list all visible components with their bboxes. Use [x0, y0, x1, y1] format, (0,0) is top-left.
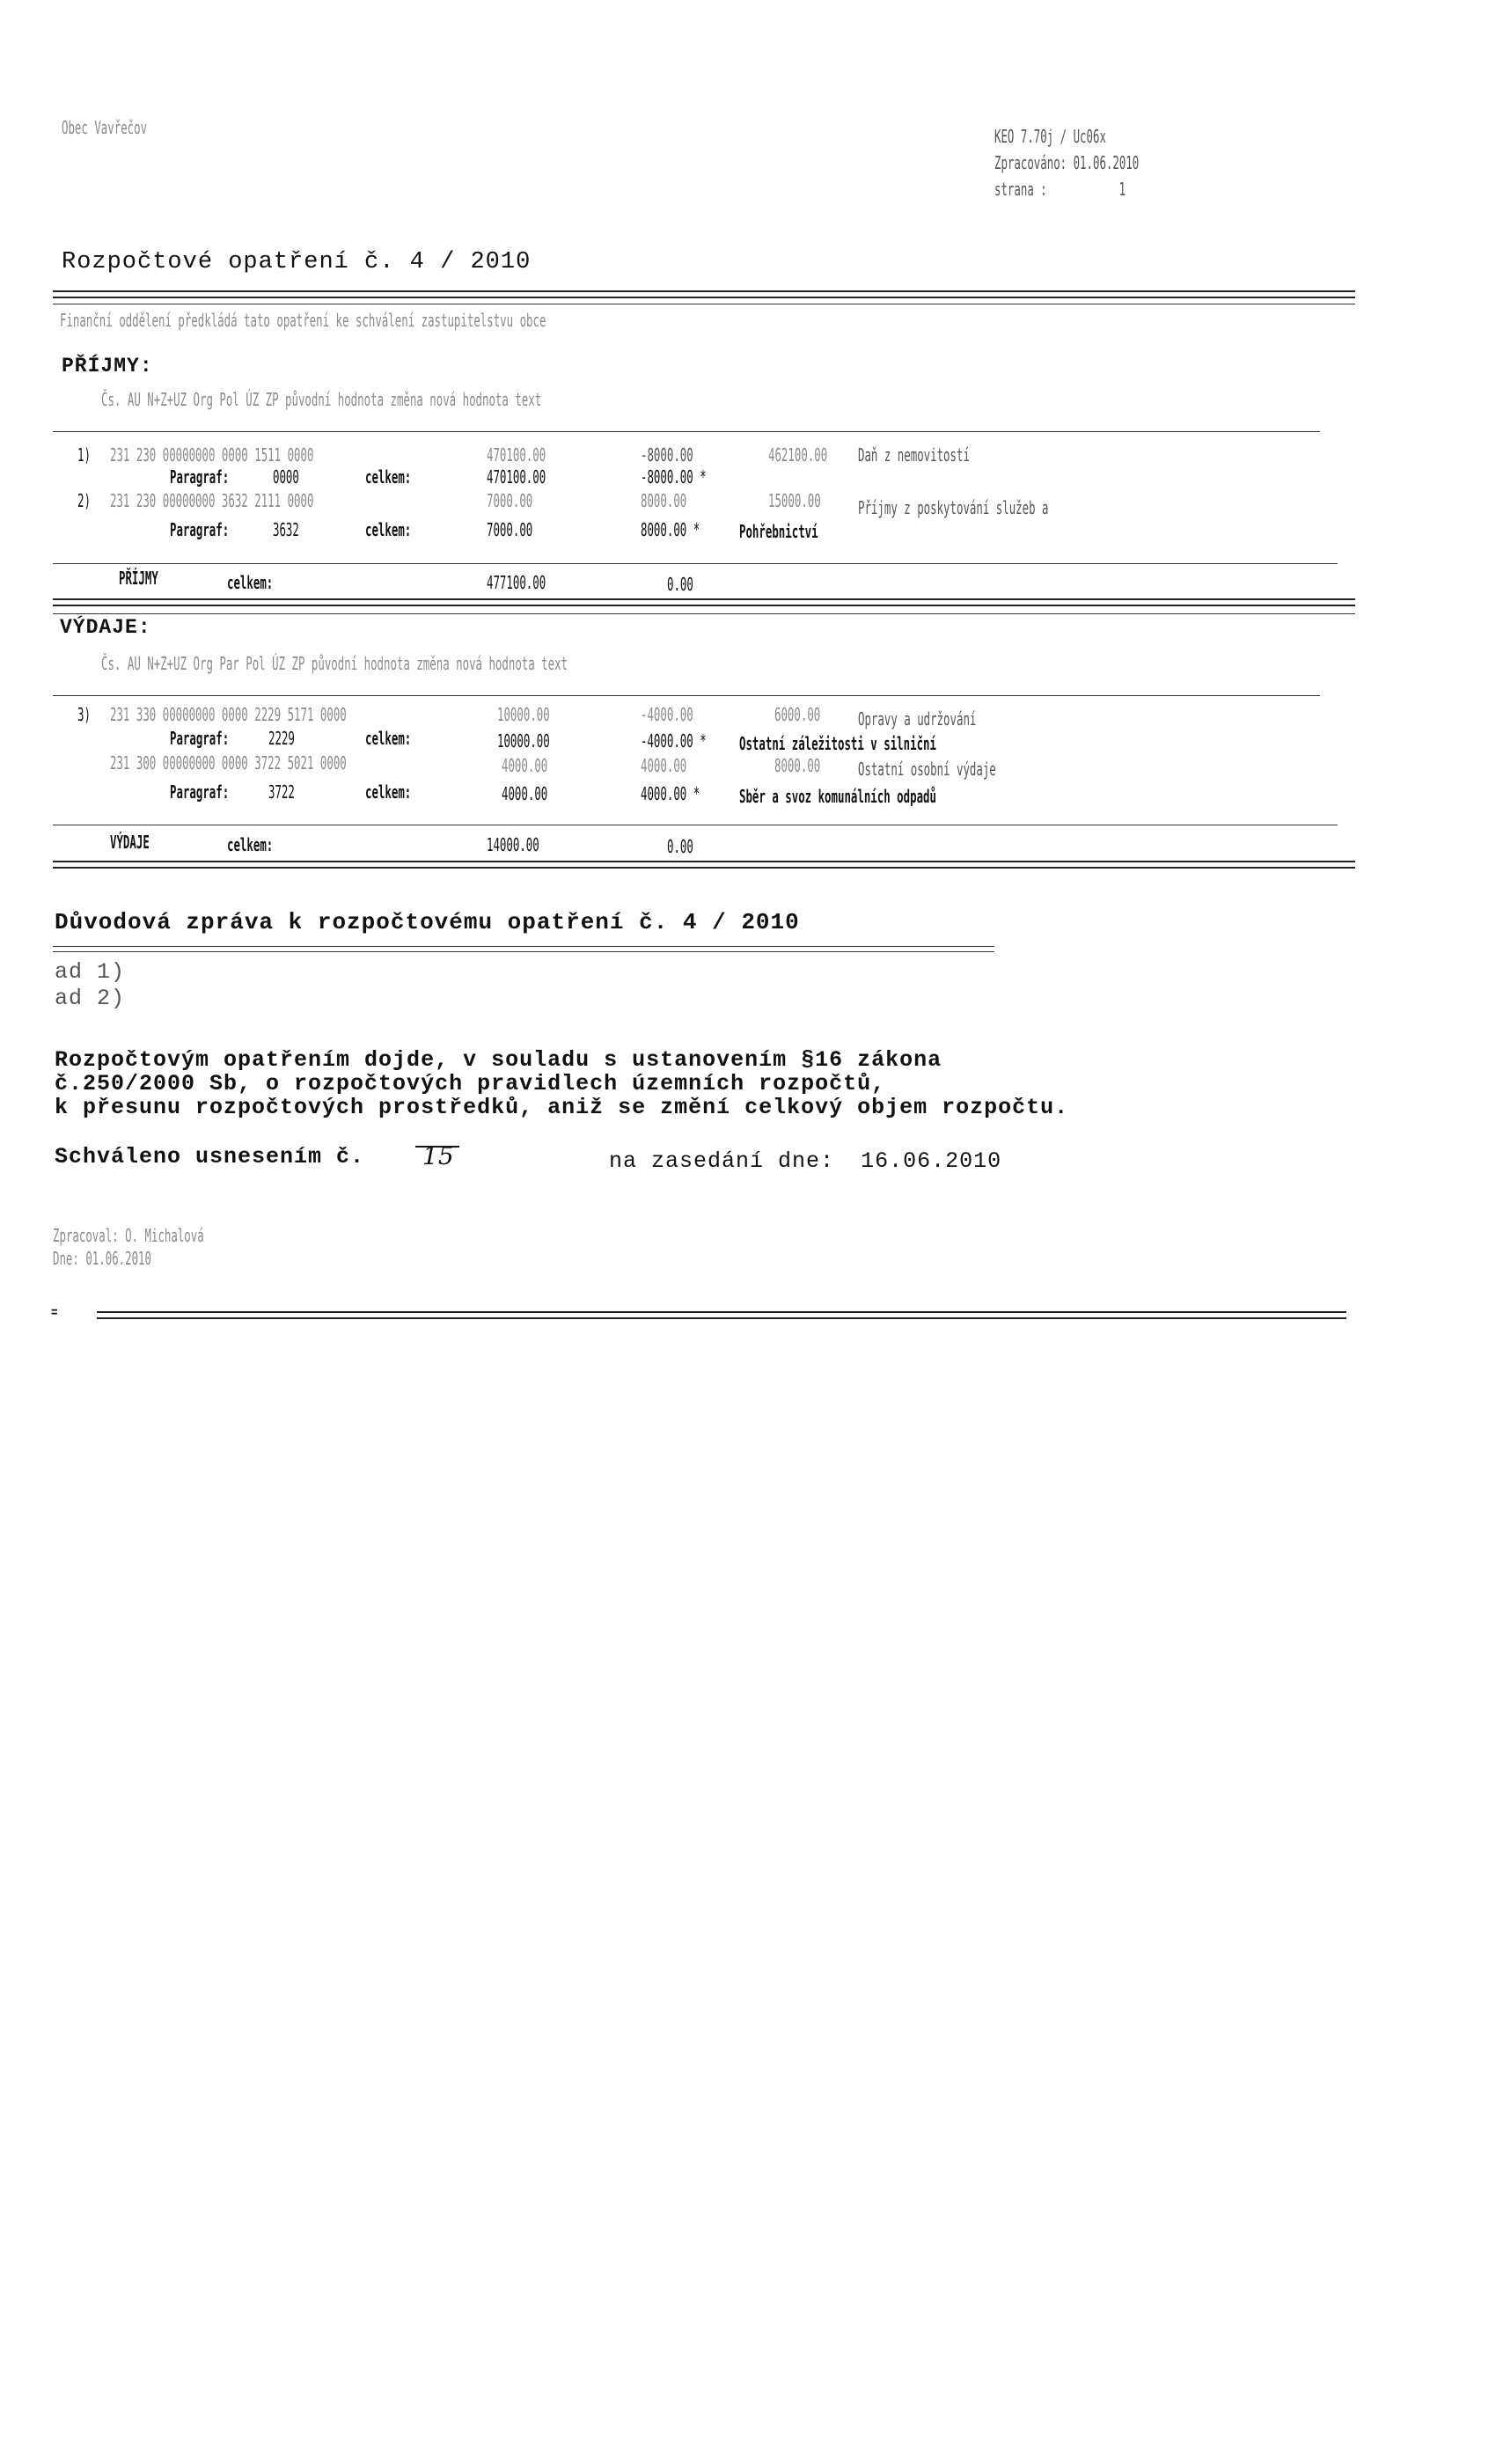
page-number: 1 [1118, 179, 1126, 200]
income-heading: PŘÍJMY: [62, 355, 153, 378]
budget-line: 231 230 00000000 3632 2111 0000 [110, 490, 314, 511]
paragraph-text: Ostatní záležitosti v silniční [739, 733, 936, 754]
item-text: Daň z nemovitostí [858, 444, 970, 466]
expense-header-rule [53, 695, 1320, 696]
paragraph-code: 2229 [268, 728, 295, 749]
paragraph-total-label: celkem: [365, 781, 412, 803]
original-value: 470100.00 [487, 444, 546, 466]
expense-column-header: Čs. AU N+Z+UZ Org Par Pol ÚZ ZP původní hodnota změna nová hodnota text [101, 653, 568, 674]
change-value: -8000.00 [641, 444, 693, 466]
paragraph-label: Paragraf: [170, 781, 230, 803]
ad-2: ad 2) [55, 986, 126, 1011]
paragraph-change: -8000.00 * [641, 466, 707, 488]
signature-stroke [415, 1146, 459, 1148]
income-sum-change: 0.00 [667, 574, 693, 595]
income-sum-label: PŘÍJMY [119, 568, 158, 589]
page-info [994, 179, 1126, 200]
change-value: -4000.00 [641, 704, 693, 725]
change-value: 8000.00 [641, 490, 687, 511]
meeting-info [609, 1148, 1001, 1174]
original-value: 10000.00 [497, 704, 550, 725]
paragraph-label: Paragraf: [170, 519, 230, 540]
approved-number: 15 [422, 1141, 454, 1170]
change-value: 4000.00 [641, 755, 687, 776]
prepared-by: Zpracoval: O. Michalová [53, 1225, 204, 1246]
income-end-rule [53, 598, 1355, 606]
org-name: Obec Vavřečov [62, 117, 148, 138]
program-version: KEO 7.70j / Uc06x [994, 126, 1106, 147]
paragraph-total-label: celkem: [365, 519, 412, 540]
item-text: Opravy a udržování [858, 708, 977, 730]
justification-rule-2 [53, 951, 994, 952]
justification-title: Důvodová zpráva k rozpočtovému opatření č. 4 / 2010 [55, 909, 800, 935]
document-title: Rozpočtové opatření č. 4 / 2010 [62, 249, 532, 275]
new-value: 6000.00 [774, 704, 821, 725]
item-text: Příjmy z poskytování služeb a [858, 497, 1049, 518]
processed-label: Zpracováno: [994, 152, 1067, 173]
justification-line-2: č.250/2000 Sb, o rozpočtových pravidlech územních rozpočtů, [55, 1071, 886, 1096]
expense-sum-celkem: celkem: [227, 834, 274, 855]
original-value: 4000.00 [502, 755, 548, 776]
processed-info [994, 152, 1139, 173]
document-subtitle: Finanční oddělení předkládá tato opatření ke schválení zastupitelstvu obce [60, 310, 546, 331]
paragraph-original: 7000.00 [487, 519, 533, 540]
income-sum-original: 477100.00 [487, 572, 546, 593]
income-sum-celkem: celkem: [227, 572, 274, 593]
expense-end-rule [53, 861, 1355, 869]
paragraph-total-label: celkem: [365, 466, 412, 488]
paragraph-code: 3632 [273, 519, 299, 540]
paragraph-original: 4000.00 [502, 783, 548, 804]
original-value: 7000.00 [487, 490, 533, 511]
budget-line: 231 330 00000000 0000 2229 5171 0000 [110, 704, 347, 725]
justification-line-3: k přesunu rozpočtových prostředků, aniž se změní celkový objem rozpočtu. [55, 1095, 1069, 1120]
meeting-date: 16.06.2010 [861, 1148, 1002, 1174]
paragraph-change: 8000.00 * [641, 519, 700, 540]
paragraph-code: 3722 [268, 781, 295, 803]
income-header-rule [53, 431, 1320, 432]
paragraph-code: 0000 [273, 466, 299, 488]
budget-line: 231 300 00000000 0000 3722 5021 0000 [110, 752, 347, 774]
footer-mark: = [51, 1301, 58, 1322]
new-value: 462100.00 [768, 444, 828, 466]
expense-sum-label: VÝDAJE [110, 832, 150, 853]
paragraph-original: 10000.00 [497, 730, 550, 752]
justification-rule [53, 946, 994, 947]
expense-heading: VÝDAJE: [60, 616, 151, 639]
page-label: strana : [994, 179, 1047, 200]
footer-rule [97, 1311, 1346, 1319]
approved-label: Schváleno usnesením č. [55, 1144, 365, 1170]
prepared-date: Dne: 01.06.2010 [53, 1248, 151, 1269]
paragraph-label: Paragraf: [170, 466, 230, 488]
expense-top-rule [53, 613, 1355, 614]
expense-sum-change: 0.00 [667, 836, 693, 857]
ad-1: ad 1) [55, 959, 126, 985]
paragraph-text: Pohřebnictví [739, 521, 818, 542]
row-number: 3) [77, 704, 91, 725]
paragraph-text: Sběr a svoz komunálních odpadů [739, 786, 936, 807]
new-value: 15000.00 [768, 490, 821, 511]
justification-line-1: Rozpočtovým opatřením dojde, v souladu s ustanovením §16 zákona [55, 1047, 942, 1073]
paragraph-change: 4000.00 * [641, 783, 700, 804]
new-value: 8000.00 [774, 755, 821, 776]
income-sum-rule [53, 563, 1338, 564]
meeting-label: na zasedání dne: [609, 1148, 835, 1174]
paragraph-total-label: celkem: [365, 728, 412, 749]
paragraph-change: -4000.00 * [641, 730, 707, 752]
row-number: 2) [77, 490, 91, 511]
item-text: Ostatní osobní výdaje [858, 759, 996, 780]
budget-line: 231 230 00000000 0000 1511 0000 [110, 444, 314, 466]
title-divider [53, 290, 1355, 298]
income-column-header: Čs. AU N+Z+UZ Org Pol ÚZ ZP původní hodnota změna nová hodnota text [101, 389, 542, 410]
paragraph-original: 470100.00 [487, 466, 546, 488]
row-number: 1) [77, 444, 91, 466]
paragraph-label: Paragraf: [170, 728, 230, 749]
processed-date: 01.06.2010 [1073, 152, 1140, 173]
expense-sum-original: 14000.00 [487, 834, 539, 855]
